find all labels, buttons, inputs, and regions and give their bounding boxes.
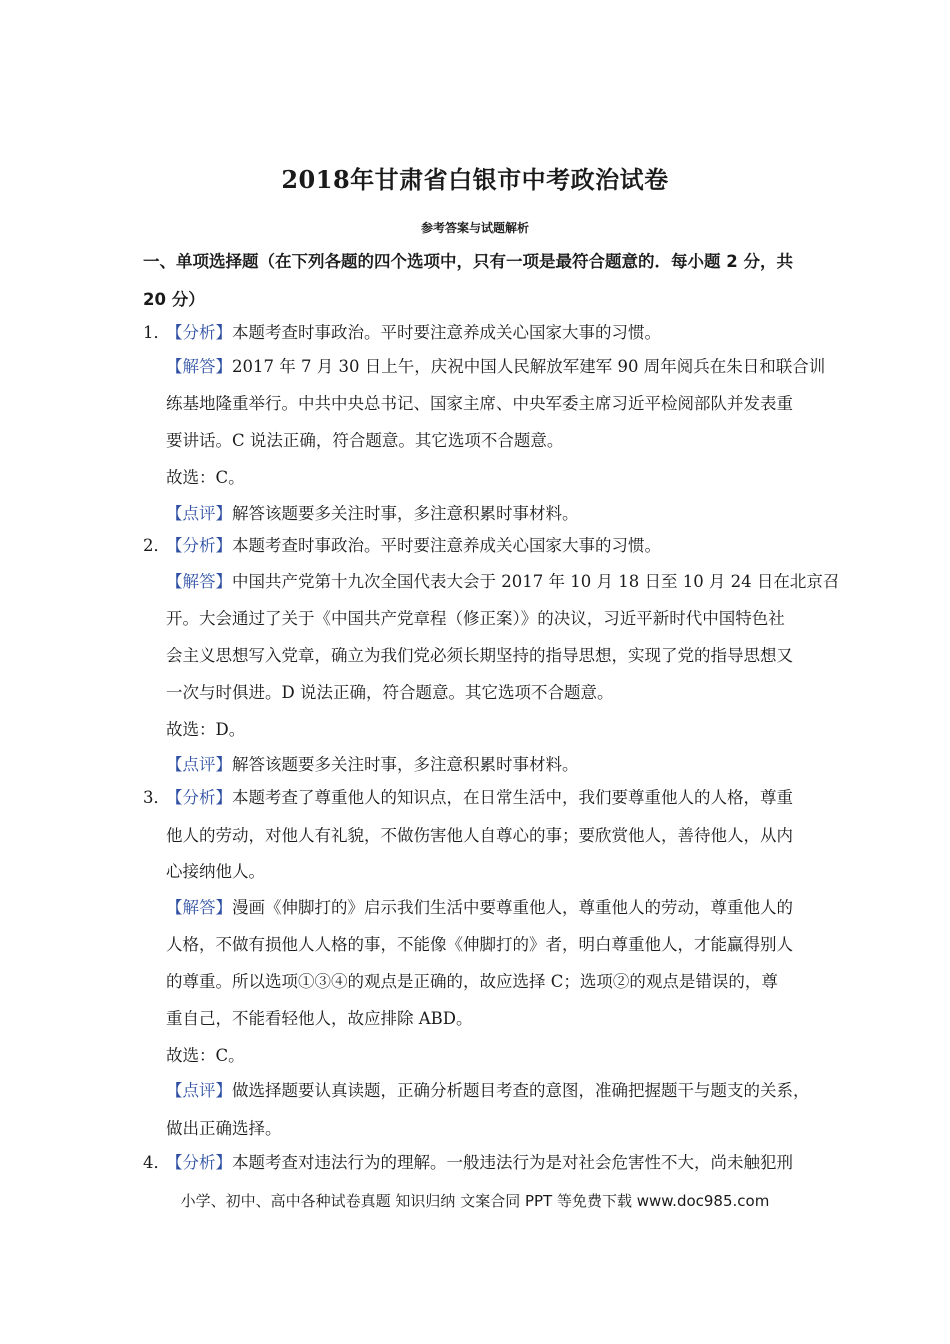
- question-3-analysis: 3．【分析】本题考查了尊重他人的知识点，在日常生活中，我们要尊重他人的人格，尊重: [143, 788, 793, 807]
- question-3-choice: 故选：C。: [166, 1046, 245, 1065]
- question-3-analysis-line: 他人的劳动，对他人有礼貌，不做伤害他人自尊心的事；要欣赏他人，善待他人，从内: [166, 826, 793, 845]
- question-4-analysis: 4．【分析】本题考查对违法行为的理解。一般违法行为是对社会危害性不大，尚未触犯刑: [143, 1153, 793, 1172]
- question-1-answer-line: 要讲话。C 说法正确，符合题意。其它选项不合题意。: [166, 431, 564, 450]
- answer-tag: 【解答】: [166, 357, 232, 376]
- question-3-answer-line: 的尊重。所以选项①③④的观点是正确的，故应选择 C；选项②的观点是错误的，尊: [166, 972, 778, 991]
- question-2-comment: 【点评】解答该题要多关注时事，多注意积累时事材料。: [166, 755, 579, 774]
- question-1-choice: 故选：C。: [166, 468, 245, 487]
- question-2-analysis: 2．【分析】本题考查时事政治。平时要注意养成关心国家大事的习惯。: [143, 536, 661, 555]
- page-subtitle: 参考答案与试题解析: [420, 221, 529, 235]
- page-title: 2018年甘肃省白银市中考政治试卷: [281, 165, 669, 194]
- question-1-answer-line: 练基地隆重举行。中共中央总书记、国家主席、中央军委主席习近平检阅部队并发表重: [166, 394, 793, 413]
- question-1-answer: 【解答】2017 年 7 月 30 日上午，庆祝中国人民解放军建军 90 周年阅兵在朱日和联合训: [166, 357, 826, 376]
- question-2-answer: 【解答】中国共产党第十九次全国代表大会于 2017 年 10 月 18 日至 10 月 24 日在北京召: [166, 572, 840, 591]
- question-3-answer-line: 人格，不做有损他人人格的事，不能像《伸脚打的》者，明白尊重他人，才能赢得别人: [166, 935, 793, 954]
- answer-tag: 【解答】: [166, 898, 232, 917]
- question-3-analysis-line: 心接纳他人。: [166, 862, 265, 881]
- question-3-comment-line: 做出正确选择。: [166, 1119, 282, 1138]
- question-1-analysis: 1．【分析】本题考查时事政治。平时要注意养成关心国家大事的习惯。: [143, 323, 661, 342]
- analysis-tag: 【分析】: [166, 1153, 232, 1172]
- comment-tag: 【点评】: [166, 1081, 232, 1100]
- section-heading-cont: 20 分）: [143, 290, 205, 309]
- comment-tag: 【点评】: [166, 755, 232, 774]
- question-3-answer: 【解答】漫画《伸脚打的》启示我们生活中要尊重他人，尊重他人的劳动，尊重他人的: [166, 898, 793, 917]
- question-2-answer-line: 一次与时俱进。D 说法正确，符合题意。其它选项不合题意。: [166, 683, 614, 702]
- question-2-choice: 故选：D。: [166, 720, 246, 739]
- comment-tag: 【点评】: [166, 504, 232, 523]
- question-3-answer-line: 重自己，不能看轻他人，故应排除 ABD。: [166, 1009, 473, 1028]
- analysis-tag: 【分析】: [166, 788, 232, 807]
- analysis-tag: 【分析】: [166, 536, 232, 555]
- question-1-comment: 【点评】解答该题要多关注时事，多注意积累时事材料。: [166, 504, 579, 523]
- question-2-answer-line: 会主义思想写入党章，确立为我们党必须长期坚持的指导思想，实现了党的指导思想又: [166, 646, 793, 665]
- analysis-tag: 【分析】: [166, 323, 232, 342]
- question-3-comment: 【点评】做选择题要认真读题，正确分析题目考查的意图，准确把握题干与题支的关系，: [166, 1081, 810, 1100]
- answer-tag: 【解答】: [166, 572, 232, 591]
- question-2-answer-line: 开。大会通过了关于《中国共产党章程（修正案）》的决议，习近平新时代中国特色社: [166, 609, 785, 628]
- section-heading: 一、单项选择题（在下列各题的四个选项中，只有一项是最符合题意的．每小题 2 分，共: [143, 252, 793, 271]
- page-footer: 小学、初中、高中各种试卷真题 知识归纳 文案合同 PPT 等免费下载 www.doc985.com: [180, 1192, 770, 1210]
